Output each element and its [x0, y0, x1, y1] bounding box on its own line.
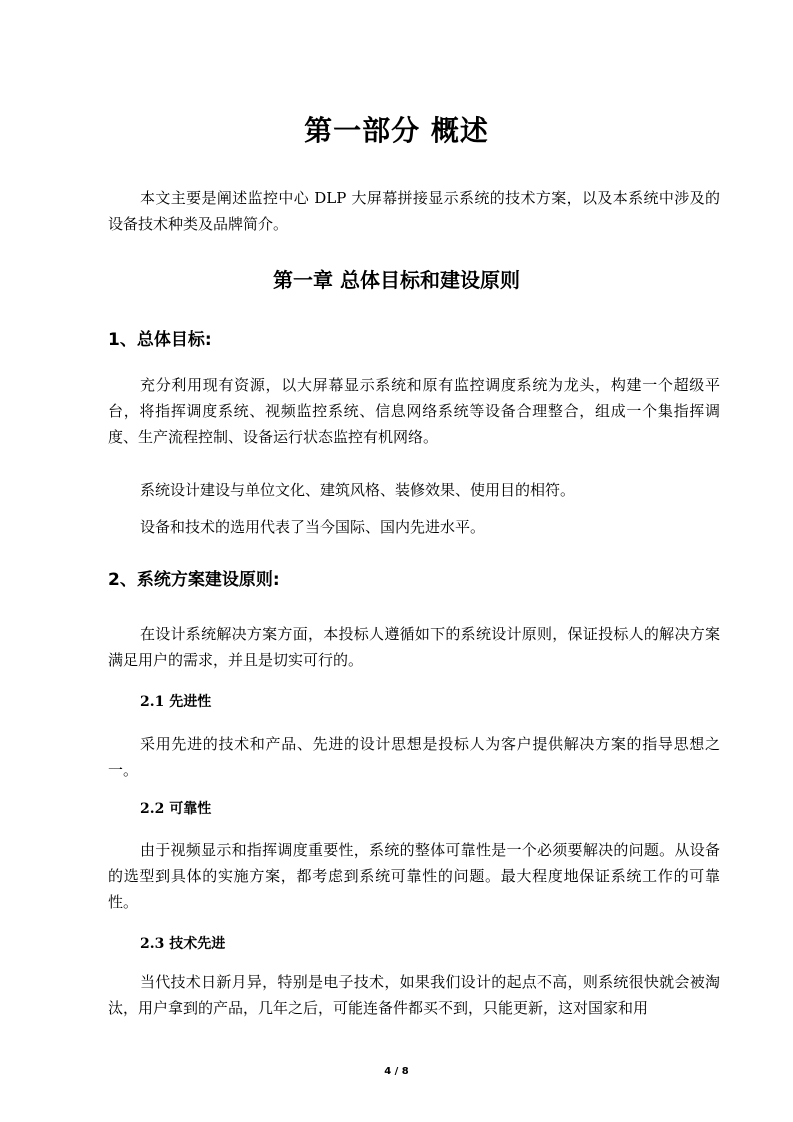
subsection-2-3-heading: 2.3 技术先进: [140, 936, 226, 952]
subsection-2-1-paragraph: 采用先进的技术和产品、先进的设计思想是投标人为客户提供解决方案的指导思想之一。: [108, 735, 720, 779]
subsection-2-2-paragraph: 由于视频显示和指挥调度重要性，系统的整体可靠性是一个必须要解决的问题。从设备的选型到具体的实施方案，都考虑到系统可靠性的问题。最大程度地保证系统工作的可靠性。: [108, 841, 720, 911]
subsection-2-2-heading: 2.2 可靠性: [140, 801, 212, 817]
section-1-paragraph-2: 系统设计建设与单位文化、建筑风格、装修效果、使用目的相符。: [140, 481, 576, 499]
page-number: 4 / 8: [384, 1066, 409, 1077]
section-1-heading: 1、总体目标:: [108, 330, 212, 350]
section-1-paragraph-1: 充分利用现有资源，以大屏幕显示系统和原有监控调度系统为龙头，构建一个超级平台，将指挥调度系统、视频监控系统、信息网络系统等设备合理整合，组成一个集指挥调度、生产流程控制、设备运行状态监控有机网络。: [108, 376, 720, 446]
section-2-heading: 2、系统方案建设原则:: [108, 570, 280, 590]
intro-paragraph: 本文主要是阐述监控中心 DLP 大屏幕拼接显示系统的技术方案，以及本系统中涉及的设备技术种类及品牌简介。: [108, 189, 720, 233]
section-1-paragraph-3: 设备和技术的选用代表了当今国际、国内先进水平。: [140, 518, 486, 536]
subsection-2-1-heading: 2.1 先进性: [140, 694, 212, 710]
subsection-2-3-paragraph: 当代技术日新月异，特别是电子技术，如果我们设计的起点不高，则系统很快就会被淘汰，用户拿到的产品，几年之后，可能连备件都买不到，只能更新，这对国家和用: [108, 973, 720, 1017]
chapter-title: 第一章 总体目标和建设原则: [273, 268, 520, 292]
section-2-intro-paragraph: 在设计系统解决方案方面，本投标人遵循如下的系统设计原则，保证投标人的解决方案满足用户的需求，并且是切实可行的。: [108, 625, 720, 669]
part-title: 第一部分 概述: [304, 114, 489, 147]
